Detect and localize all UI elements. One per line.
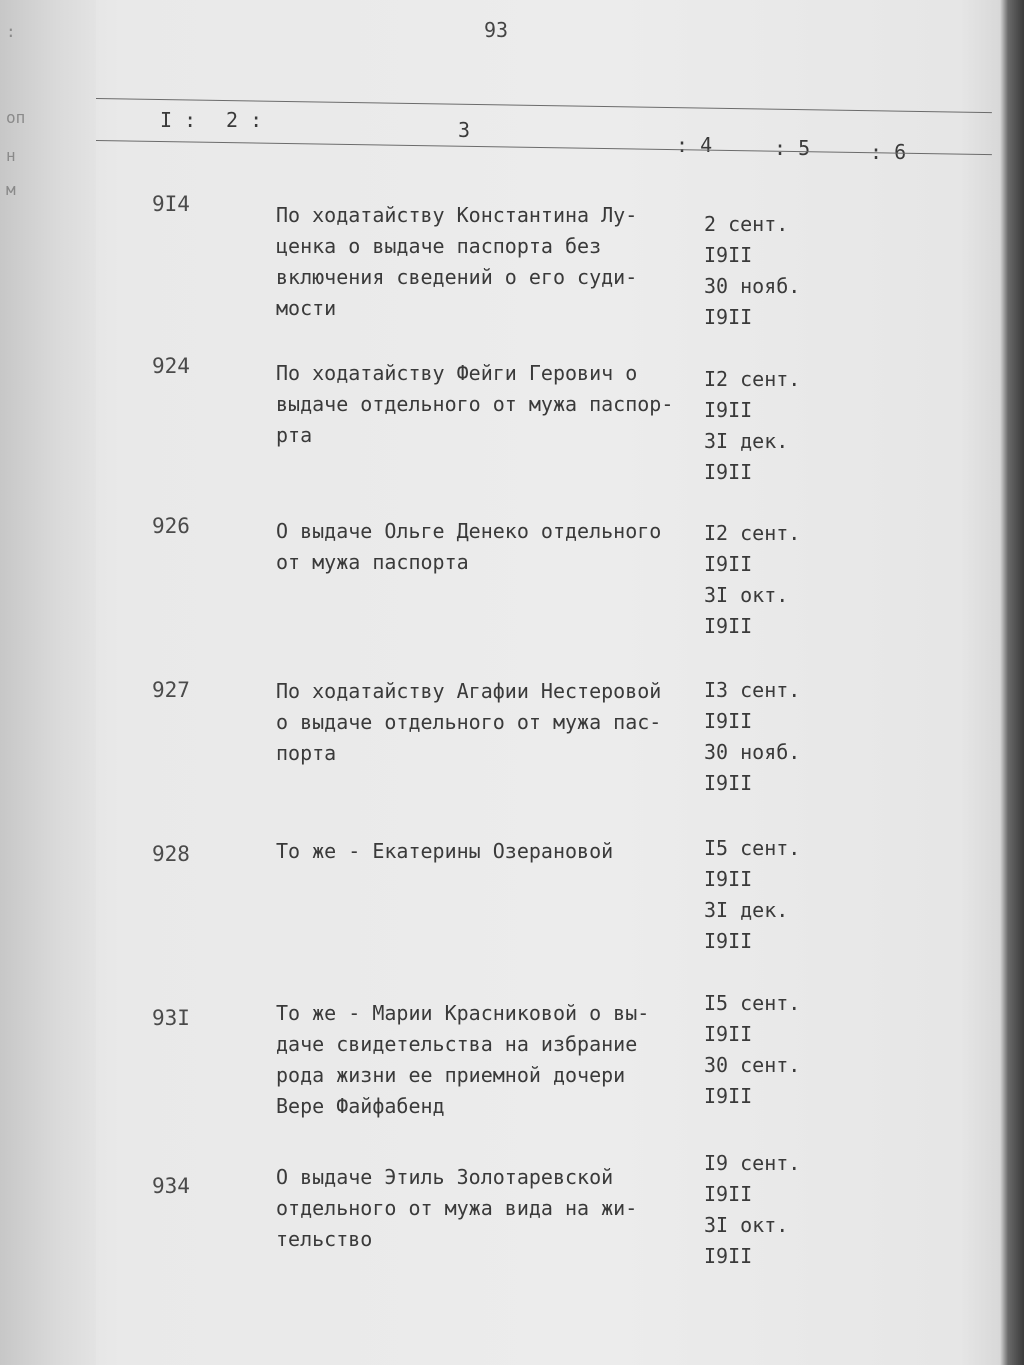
end-year: I9II bbox=[704, 929, 753, 953]
entry-title-line: порта bbox=[276, 741, 337, 765]
end-year: I9II bbox=[704, 771, 753, 795]
start-date: I3 сент. bbox=[704, 678, 801, 702]
entry-title bbox=[276, 676, 696, 769]
entry-title-line: По ходатайству Агафии Нестеровой bbox=[276, 679, 662, 703]
entry-title-line: ценка о выдаче паспорта без bbox=[276, 234, 602, 258]
entry-title-line: тельство bbox=[276, 1227, 373, 1251]
entry-title-line: о выдаче отдельного от мужа пас- bbox=[276, 710, 662, 734]
entry-dates bbox=[704, 364, 800, 488]
entry-number: 9I4 bbox=[152, 192, 190, 216]
column-header-2: 2 : bbox=[226, 108, 263, 132]
header-bottom-rule bbox=[96, 140, 992, 155]
entry-title-line: То же - Екатерины Озерановой bbox=[276, 839, 614, 863]
fold-mark: н bbox=[6, 146, 16, 165]
entry-title-line: даче свидетельства на избрание bbox=[276, 1032, 638, 1056]
start-date: I5 сент. bbox=[704, 991, 801, 1015]
start-date: I9 сент. bbox=[704, 1151, 801, 1175]
end-year: I9II bbox=[704, 614, 753, 638]
entry-title-line: То же - Марии Красниковой о вы- bbox=[276, 1001, 650, 1025]
end-year: I9II bbox=[704, 1084, 753, 1108]
entry-title-line: По ходатайству Константина Лу- bbox=[276, 203, 638, 227]
entry-title bbox=[276, 516, 696, 578]
end-date: 3I окт. bbox=[704, 583, 789, 607]
start-year: I9II bbox=[704, 398, 753, 422]
start-year: I9II bbox=[704, 867, 753, 891]
start-year: I9II bbox=[704, 552, 753, 576]
end-date: 3I дек. bbox=[704, 429, 789, 453]
end-date: 30 нояб. bbox=[704, 740, 801, 764]
start-date: I2 сент. bbox=[704, 521, 801, 545]
entry-title-line: рода жизни ее приемной дочери bbox=[276, 1063, 626, 1087]
start-year: I9II bbox=[704, 1022, 753, 1046]
column-header-5: : 5 bbox=[774, 136, 811, 160]
end-date: 3I окт. bbox=[704, 1213, 789, 1237]
entry-title-line: отдельного от мужа вида на жи- bbox=[276, 1196, 638, 1220]
page-number: 93 bbox=[484, 18, 509, 42]
start-date: I5 сент. bbox=[704, 836, 801, 860]
end-date: 3I дек. bbox=[704, 898, 789, 922]
entry-title-line: Вере Файфабенд bbox=[276, 1094, 445, 1118]
fold-mark: оп bbox=[6, 108, 26, 127]
start-date: I2 сент. bbox=[704, 367, 801, 391]
entry-title-line: выдаче отдельного от мужа паспор- bbox=[276, 392, 674, 416]
entry-title-line: рта bbox=[276, 423, 313, 447]
end-date: 30 нояб. bbox=[704, 274, 801, 298]
entry-number: 927 bbox=[152, 678, 190, 702]
entry-title bbox=[276, 1162, 696, 1255]
entry-dates bbox=[704, 675, 800, 799]
entry-title bbox=[276, 358, 696, 451]
fold-mark: м bbox=[6, 180, 16, 199]
entry-title bbox=[276, 998, 696, 1122]
fold-mark: : bbox=[6, 22, 16, 41]
entry-number: 928 bbox=[152, 842, 190, 866]
entry-number: 926 bbox=[152, 514, 190, 538]
entry-number: 93I bbox=[152, 1006, 190, 1030]
start-year: I9II bbox=[704, 243, 753, 267]
entry-number: 934 bbox=[152, 1174, 190, 1198]
start-year: I9II bbox=[704, 709, 753, 733]
entry-dates bbox=[704, 1148, 800, 1272]
entry-title-line: О выдаче Ольге Денеко отдельного bbox=[276, 519, 662, 543]
entry-title-line: О выдаче Этиль Золотаревской bbox=[276, 1165, 614, 1189]
entry-dates bbox=[704, 209, 800, 333]
entry-title bbox=[276, 836, 696, 867]
left-page-fold bbox=[0, 0, 96, 1365]
end-year: I9II bbox=[704, 460, 753, 484]
end-year: I9II bbox=[704, 1244, 753, 1268]
entry-title-line: По ходатайству Фейги Герович о bbox=[276, 361, 638, 385]
entry-dates bbox=[704, 518, 800, 642]
end-year: I9II bbox=[704, 305, 753, 329]
end-date: 30 сент. bbox=[704, 1053, 801, 1077]
entry-dates bbox=[704, 988, 800, 1112]
entry-title-line: мости bbox=[276, 296, 337, 320]
column-header-4: : 4 bbox=[676, 133, 713, 157]
start-year: I9II bbox=[704, 1182, 753, 1206]
start-date: 2 сент. bbox=[704, 212, 789, 236]
entry-title-line: включения сведений о его суди- bbox=[276, 265, 638, 289]
entry-title bbox=[276, 200, 696, 324]
column-header-1: I : bbox=[160, 108, 197, 132]
entry-number: 924 bbox=[152, 354, 190, 378]
entry-title-line: от мужа паспорта bbox=[276, 550, 469, 574]
column-header-3: 3 bbox=[458, 118, 471, 142]
entry-dates bbox=[704, 833, 800, 957]
